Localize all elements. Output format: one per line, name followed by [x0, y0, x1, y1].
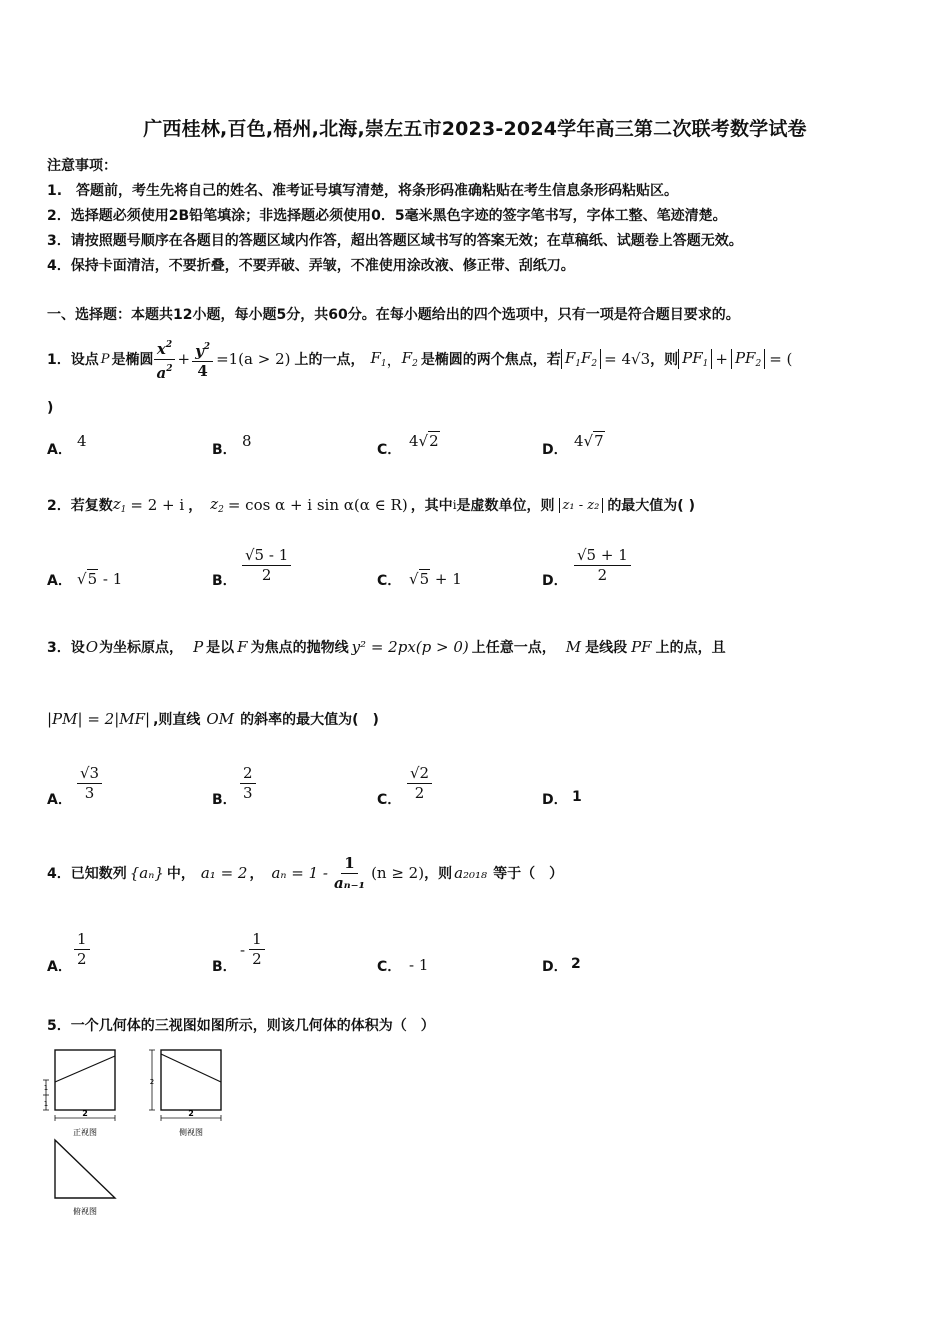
- front-view-label: 正视图: [73, 1128, 97, 1137]
- q4-comma: ，: [249, 866, 264, 882]
- page-title: 广西桂林,百色,梧州,北海,崇左五市2023-2024学年高三第二次联考数学试卷: [143, 118, 807, 140]
- q1-text-1: 1．设点: [47, 352, 99, 368]
- q1-ellipse-tail: =1(a > 2): [216, 350, 291, 368]
- q1-label-c: C．: [377, 442, 402, 458]
- q2-text-2: ，其中: [410, 498, 453, 514]
- q3-parabola: y² = 2px(p > 0): [351, 638, 469, 656]
- q1-text-3: 上的一点，: [294, 352, 365, 368]
- q2-z2-value: = cos α + i sin α(α ∈ R): [227, 496, 408, 514]
- q2-option-c: √5 + 1: [409, 570, 462, 588]
- q1-text-2: 是椭圆: [111, 352, 154, 368]
- q3-options: [47, 762, 927, 814]
- q4-recurrence-frac: $\frac{1}{\text{aₙ₋₁}}$: [333, 853, 366, 892]
- front-width: 2: [82, 1109, 88, 1118]
- q2-text-4: 的最大值为( ): [607, 498, 695, 514]
- q2-label-d: D．: [542, 573, 568, 589]
- q3-label-a: A．: [47, 792, 72, 808]
- section-heading: 一、选择题：本题共12小题，每小题5分，共60分。在每小题给出的四个选项中，只有一项是符合题目要求的。: [47, 307, 740, 323]
- q3-text-4: 为焦点的抛物线: [250, 640, 349, 656]
- q4-label-c: C．: [377, 959, 402, 975]
- q1-option-d: 4√7: [574, 432, 604, 450]
- q2-text-3: 是虚数单位，则: [456, 498, 555, 514]
- notice-item-4: 4．保持卡面清洁，不要折叠，不要弄破、弄皱，不准使用涂改液、修正带、刮纸刀。: [47, 258, 575, 274]
- q1-focus-f1: $F_1$: [370, 349, 387, 369]
- q3-condition: |PM| = 2|MF|: [47, 710, 151, 728]
- q3-option-d: 1: [572, 789, 582, 805]
- q3-option-b: $\frac{2}{3}$: [240, 764, 256, 803]
- q1-text-4: 是椭圆的两个焦点，若: [420, 352, 561, 368]
- q1-pf2: $PF_2$: [731, 349, 765, 369]
- q1-condition: = 4√3: [604, 350, 651, 368]
- q3-f: F: [237, 638, 248, 656]
- notice-item-2: 2．选择题必须使用2B铅笔填涂；非选择题必须使用0．5毫米黑色字迹的签字笔书写，字体工整、笔迹清楚。: [47, 208, 727, 224]
- q4-options: [47, 930, 927, 980]
- q3-m: M: [565, 638, 582, 656]
- q4-text-1: 4．已知数列: [47, 866, 127, 882]
- q4-recurrence-cond: (n ≥ 2): [371, 864, 425, 882]
- q2-option-b: $\frac{√5 - 1}{2}$: [242, 546, 291, 585]
- q3-text-8: ,则直线: [153, 712, 201, 728]
- q3-label-d: D．: [542, 792, 568, 808]
- q3-o: O: [85, 638, 99, 656]
- notice-heading: 注意事项：: [47, 158, 117, 174]
- q3-p: P: [193, 638, 204, 656]
- three-view-figure: [40, 1044, 240, 1219]
- q3-text-5: 上任意一点，: [471, 640, 556, 656]
- side-width: 2: [188, 1109, 194, 1118]
- q3-label-c: C．: [377, 792, 402, 808]
- q1-ask: = (: [769, 350, 793, 368]
- question-5: 5．一个几何体的三视图如图所示，则该几何体的体积为（ ）: [47, 1018, 435, 1034]
- q2-abs-diff: z₁ - z₂: [559, 498, 604, 513]
- question-4: [47, 848, 563, 898]
- q3-text-1: 3．设: [47, 640, 85, 656]
- front-height-2: 1: [43, 1100, 49, 1108]
- q3-text-6: 是线段: [585, 640, 628, 656]
- q3-text-2: 为坐标原点，: [99, 640, 184, 656]
- q4-label-b: B．: [212, 959, 237, 975]
- q4-option-c: - 1: [409, 956, 429, 974]
- question-3-line-2: [47, 704, 379, 734]
- q2-label-a: A．: [47, 573, 72, 589]
- q2-i: i: [452, 498, 457, 512]
- q1-point-p: P: [100, 351, 110, 367]
- q4-option-a: $\frac{1}{2}$: [74, 930, 90, 969]
- q1-focus-f2: $F_2$: [401, 349, 418, 369]
- q2-comma: ，: [188, 498, 203, 514]
- front-view: [43, 1050, 115, 1137]
- q4-a1: a₁ = 2: [200, 864, 248, 882]
- side-height: 2: [149, 1078, 155, 1086]
- side-view: [149, 1050, 221, 1137]
- q2-z2: $z_2$: [210, 495, 224, 515]
- q3-text-7: 上的点，且: [655, 640, 726, 656]
- q1-label-b: B．: [212, 442, 237, 458]
- notice-item-3: 3．请按照题号顺序在各题目的答题区域内作答，超出答题区域书写的答案无效；在草稿纸、试题卷上答题无效。: [47, 233, 743, 249]
- q1-option-c: 4√2: [409, 432, 439, 450]
- q3-text-3: 是以: [206, 640, 235, 656]
- q4-text-3: ，则: [424, 866, 453, 882]
- q1-pf1: $PF_1$: [678, 349, 712, 369]
- top-view-label: 俯视图: [73, 1207, 97, 1216]
- q4-option-d: 2: [571, 956, 581, 972]
- q2-label-b: B．: [212, 573, 237, 589]
- q1-options: [47, 430, 927, 462]
- q1-f1f2: $F_1F_2$: [561, 349, 601, 369]
- q2-option-d: $\frac{√5 + 1}{2}$: [574, 546, 631, 585]
- q3-text-9: 的斜率的最大值为( ): [240, 712, 379, 728]
- q4-text-4: 等于（ ）: [493, 866, 564, 882]
- q1-label-a: A．: [47, 442, 72, 458]
- q1-label-d: D．: [542, 442, 568, 458]
- q1-close: ): [47, 400, 54, 416]
- question-1: 1．设点 P 是椭圆 $\frac{x^2}{a^2}$ + $\frac{y^2}{4}$ =1(a > 2) 上的一点， $F_1$ ， $F_2$ 是椭圆的两个焦点，若 $F_1F_2$ = 4√3 ，则 $PF_1$ + $PF_2$ = (: [47, 336, 792, 382]
- q4-target: a₂₀₁₈: [454, 864, 488, 882]
- q4-option-b: - $\frac{1}{2}$: [240, 930, 265, 969]
- q4-sequence: {aₙ}: [129, 864, 164, 882]
- q1-option-b: 8: [242, 432, 252, 450]
- question-3: [47, 628, 726, 666]
- front-height-1: 1: [43, 1084, 49, 1092]
- q2-z1: $z_1$: [112, 495, 127, 515]
- q4-label-d: D．: [542, 959, 568, 975]
- q3-option-a: $\frac{√3}{3}$: [77, 764, 102, 803]
- side-view-label: 侧视图: [179, 1128, 203, 1137]
- question-2: [47, 488, 695, 522]
- q3-label-b: B．: [212, 792, 237, 808]
- q3-om: OM: [206, 710, 235, 728]
- q1-option-a: 4: [77, 432, 87, 450]
- q4-recurrence-left: aₙ = 1 -: [271, 864, 328, 882]
- q1-ellipse-frac-x: $\frac{x^2}{a^2}$: [154, 336, 176, 383]
- q4-text-2: 中，: [166, 866, 195, 882]
- q4-label-a: A．: [47, 959, 72, 975]
- q3-pf: PF: [631, 638, 652, 656]
- q2-options: [47, 544, 927, 594]
- q1-ellipse-frac-y: $\frac{y^2}{4}$: [192, 338, 213, 381]
- q2-z1-value: = 2 + i: [130, 496, 185, 514]
- q3-option-c: $\frac{√2}{2}$: [407, 764, 432, 803]
- q1-text-5: ，则: [650, 352, 679, 368]
- top-view: [55, 1140, 115, 1216]
- q2-text-1: 2．若复数: [47, 498, 113, 514]
- q2-option-a: √5 - 1: [77, 570, 123, 588]
- notice-item-1: 1. 答题前，考生先将自己的姓名、准考证号填写清楚，将条形码准确粘贴在考生信息条形码粘贴区。: [47, 183, 679, 199]
- q2-label-c: C．: [377, 573, 402, 589]
